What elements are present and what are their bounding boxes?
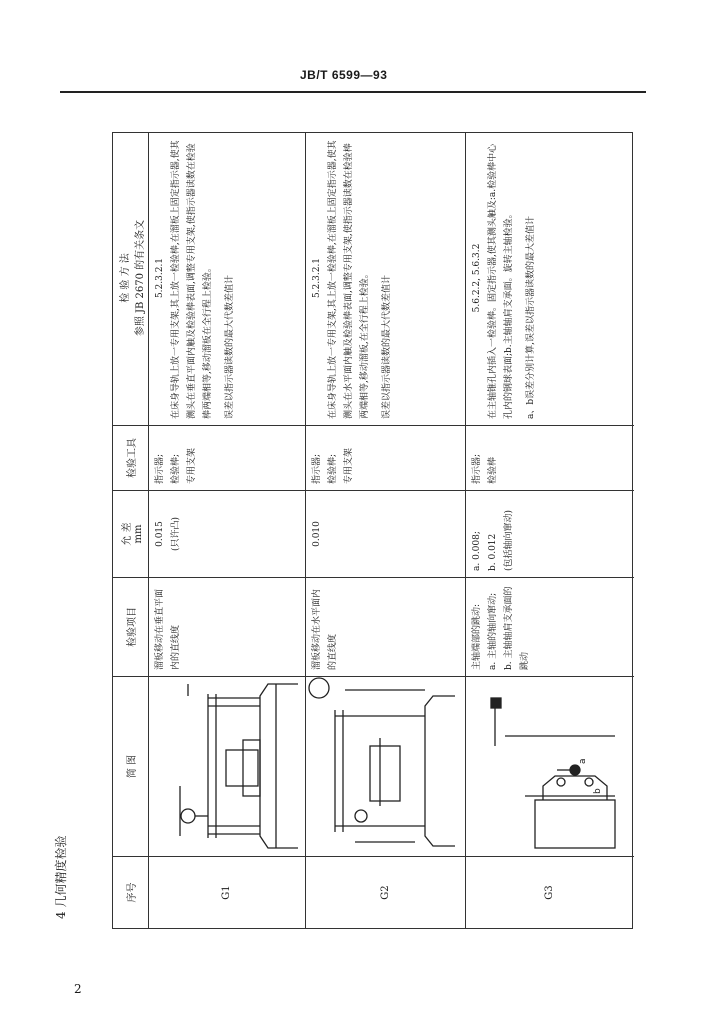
tool-item: 指示器; [472,453,482,484]
header-method: 检 验 方 法 参照 JB 2670 的有关条文 [119,219,146,337]
tolerance-value: 0.010 [312,521,322,547]
tolerance-b: b. 0.012 [488,533,498,571]
tool-item: 指示器; [312,453,322,484]
method-note: a、b误差分别计算,误差以指示器读数的最大差值计 [526,216,536,419]
tool-item: 检验棒; [171,453,181,484]
method-note: 误差以指示器读数的最大代数差值计 [225,274,235,419]
header-diagram: 简 图 [113,676,148,856]
tools [305,425,465,490]
check-item: 溜板移动在垂直平面内的直线度 [148,577,305,676]
method-text: 在主轴锥孔内插入一检验棒。固定指示器,使其测头触及:a.检验棒中心孔内的钢球表面;b.主轴轴肩支承面。旋转主轴检验。 [488,143,514,419]
tolerance-value: 0.015 [155,521,165,547]
tool-item: 检验棒; [328,453,338,484]
tool-item: 指示器; [155,453,165,484]
inspection-table [112,132,633,929]
tool-item: 检验棒 [488,456,498,484]
header-tolerance: 允 差 mm [113,490,148,577]
tolerance [148,490,305,577]
header-tools: 检验工具 [113,425,148,490]
tolerance-note: (只许凸) [171,516,181,552]
method-text: 在床身导轨上放一专用支架,其上放一检验棒,在溜板上固定指示器,使其测头在水平面内触及检验棒表面,调整专用支架,使指示器读数在检验棒两端相等,移动溜板,在全行程上检验。 [328,140,370,419]
tolerance-a: a. 0.008; [472,531,482,571]
diagram-g2 [305,676,465,856]
row-number: G2 [305,856,465,928]
diagram-g3 [465,676,634,856]
table-row [465,133,634,928]
tools [465,425,634,490]
header-no: 序号 [113,856,148,928]
tool-item: 专用支架 [187,447,197,484]
check-item [465,577,634,676]
tolerance-note: (包括轴向窜动) [504,509,514,571]
tolerance [465,490,634,577]
check-item: 溜板移动在水平面内的直线度 [305,577,465,676]
tolerance [305,490,465,577]
method [465,131,634,425]
section-title: 4 几何精度检验 [54,835,68,919]
method-ref: 5.2.3.2.1 [312,257,322,299]
row-number: G1 [148,856,305,928]
table-row [305,133,466,928]
standard-number: JB/T 6599—93 [300,68,388,82]
header-item: 检验项目 [113,577,148,676]
tools [148,425,305,490]
method-text: 在床身导轨上放一专用支架,其上放一检验棒,在溜板上固定指示器,使其测头在垂直平面内触及检验棒表面,调整专用支架,使指示器读数在检验棒两端相等,移动溜板在全行程上检验。 [171,140,213,419]
check-item-a: a. 主轴的轴向窜动; [488,592,498,670]
method [305,131,465,425]
tool-item: 专用支架 [344,447,354,484]
diagram-g1 [148,676,305,856]
table-header [113,133,149,928]
table-row [148,133,306,928]
check-item-b: b. 主轴轴肩支承面的跳动 [504,586,530,670]
page-number: 2 [74,982,82,996]
method-ref: 5.2.3.2.1 [155,257,165,299]
header-rule [60,91,646,93]
method [148,131,305,425]
method-ref: 5.6.2.2, 5.6.3.2 [472,243,482,313]
svg-text:a: a [578,758,588,764]
svg-text:b: b [593,788,603,794]
method-note: 误差以指示器读数的最大代数差值计 [382,274,392,419]
check-item-title: 主轴端部的跳动: [472,603,482,670]
row-number: G3 [465,856,634,928]
